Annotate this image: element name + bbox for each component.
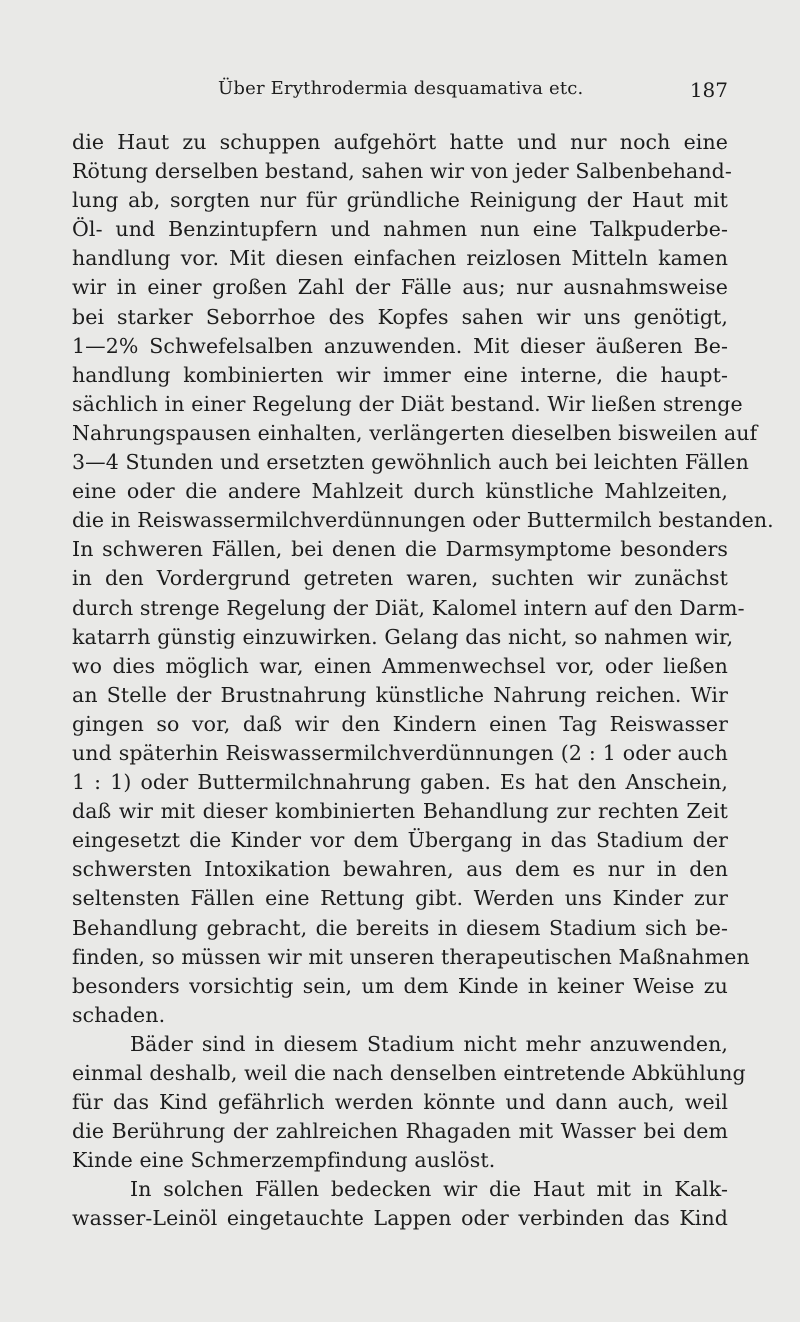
text-line: gingen so vor, daß wir den Kindern einen Tag Reiswasser — [72, 711, 728, 736]
text-line: handlung kombinierten wir immer eine interne, die haupt- — [72, 362, 728, 387]
text-line: finden, so müssen wir mit unseren therapeutischen Maßnahmen — [72, 944, 750, 969]
text-line: seltensten Fällen eine Rettung gibt. Werden uns Kinder zur — [72, 886, 728, 911]
running-title: Über Erythrodermia desquamativa etc. — [218, 78, 584, 99]
text-line: und späterhin Reiswassermilchverdünnungen (2 : 1 oder auch — [72, 740, 728, 765]
text-line: 1—2% Schwefelsalben anzuwenden. Mit dieser äußeren Be- — [72, 333, 728, 358]
text-line: eine oder die andere Mahlzeit durch künstliche Mahlzeiten, — [72, 479, 728, 504]
text-line: einmal deshalb, weil die nach denselben eintretende Abkühlung — [72, 1061, 746, 1085]
text-line: die in Reiswassermilchverdünnungen oder Buttermilch bestanden. — [72, 508, 774, 533]
text-line: wasser-Leinöl eingetauchte Lappen oder verbinden das Kind — [72, 1206, 728, 1231]
text-line: wir in einer großen Zahl der Fälle aus; nur ausnahmsweise — [72, 275, 728, 300]
text-line: wo dies möglich war, einen Ammenwechsel vor, oder ließen — [72, 653, 728, 678]
text-line: in den Vordergrund getreten waren, suchten wir zunächst — [72, 566, 728, 591]
text-line: eingesetzt die Kinder vor dem Übergang in das Stadium der — [72, 828, 728, 853]
text-line: katarrh günstig einzuwirken. Gelang das nicht, so nahmen wir, — [72, 624, 734, 649]
text-line: 1 : 1) oder Buttermilchnahrung gaben. Es hat den Anschein, — [72, 770, 728, 795]
text-line: Behandlung gebracht, die bereits in diesem Stadium sich be- — [72, 915, 728, 940]
text-line: schwersten Intoxikation bewahren, aus dem es nur in den — [72, 857, 728, 882]
body-text — [72, 128, 774, 1234]
text-line: handlung vor. Mit diesen einfachen reizlosen Mitteln kamen — [72, 246, 728, 271]
text-line: Rötung derselben bestand, sahen wir von jeder Salbenbehand- — [72, 159, 732, 184]
text-line: für das Kind gefährlich werden könnte und dann auch, weil — [72, 1090, 728, 1115]
text-line: In solchen Fällen bedecken wir die Haut mit in Kalk- — [130, 1177, 728, 1202]
page-number: 187 — [689, 78, 728, 102]
text-line: 3—4 Stunden und ersetzten gewöhnlich auch bei leichten Fällen — [72, 450, 749, 475]
text-line: die Haut zu schuppen aufgehört hatte und nur noch eine — [72, 130, 728, 154]
text-line: an Stelle der Brustnahrung künstliche Nahrung reichen. Wir — [72, 682, 728, 707]
text-line: schaden. — [72, 1002, 166, 1027]
page-header — [72, 78, 728, 104]
text-line: besonders vorsichtig sein, um dem Kinde in keiner Weise zu — [72, 973, 728, 998]
text-line: die Berührung der zahlreichen Rhagaden mit Wasser bei dem — [72, 1119, 728, 1144]
text-line: sächlich in einer Regelung der Diät bestand. Wir ließen strenge — [72, 391, 743, 416]
text-line: Kinde eine Schmerzempfindung auslöst. — [72, 1148, 496, 1173]
text-line: durch strenge Regelung der Diät, Kalomel intern auf den Darm- — [72, 595, 745, 620]
text-line: bei starker Seborrhoe des Kopfes sahen wir uns genötigt, — [72, 304, 728, 329]
text-line: In schweren Fällen, bei denen die Darmsymptome besonders — [72, 537, 728, 562]
text-line: daß wir mit dieser kombinierten Behandlung zur rechten Zeit — [72, 799, 728, 824]
text-line: Bäder sind in diesem Stadium nicht mehr anzuwenden, — [130, 1031, 728, 1056]
text-line: Nahrungspausen einhalten, verlängerten dieselben bisweilen auf — [72, 420, 758, 445]
text-line: lung ab, sorgten nur für gründliche Reinigung der Haut mit — [72, 188, 728, 213]
text-line: Öl- und Benzintupfern und nahmen nun eine Talkpuderbe- — [72, 217, 728, 242]
